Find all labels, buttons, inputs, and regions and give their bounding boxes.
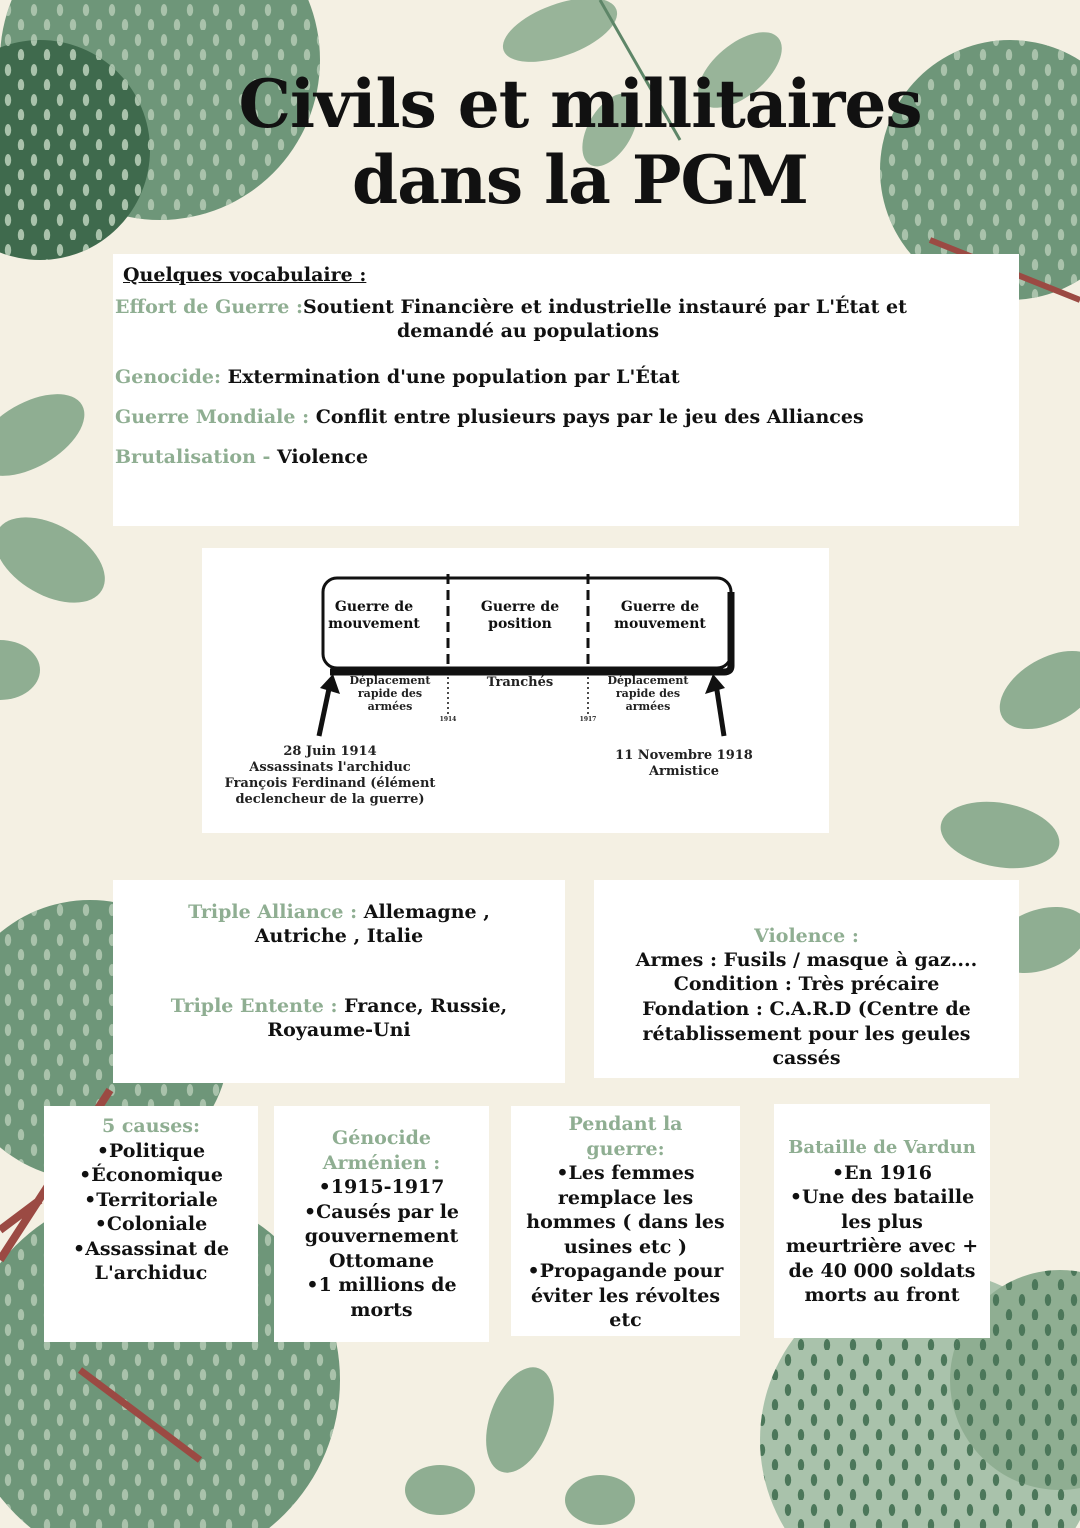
pendant-item: hommes ( dans les: [526, 1211, 725, 1233]
start-date: 28 Juin 1914: [283, 744, 377, 759]
bataille-item: morts au front: [804, 1284, 960, 1306]
genocide-item: •1915-1917: [318, 1176, 445, 1198]
violence-box: [594, 880, 1019, 1078]
arrow-start-shaft: [319, 684, 330, 736]
genocide-item: morts: [350, 1298, 413, 1321]
bataille-item: meurtrière avec +: [785, 1235, 979, 1257]
alliances-box: [113, 880, 565, 1083]
vocab-def: Extermination d'une population par L'État: [220, 366, 680, 388]
pendant-heading: guerre:: [586, 1137, 665, 1160]
vocab-item-guerre-mondiale: [115, 406, 864, 428]
genocide-heading: Génocide: [332, 1127, 431, 1149]
causes-item: •Coloniale: [94, 1213, 208, 1235]
vocabulary-box: [113, 254, 1019, 526]
genocide-box: [274, 1106, 489, 1342]
vocab-def: Violence: [277, 446, 369, 468]
bataille-heading: Bataille de Vardun: [788, 1137, 976, 1158]
end-date: 11 Novembre 1918: [615, 748, 753, 763]
violence-heading: Violence :: [754, 925, 859, 947]
violence-line: Fondation : C.A.R.D (Centre de: [642, 998, 971, 1020]
triple-alliance-cont: Autriche , Italie: [254, 925, 424, 947]
genocide-item: Ottomane: [328, 1249, 435, 1272]
phase-1-sub: Déplacement rapide des armées: [349, 674, 431, 713]
violence-line: cassés: [772, 1047, 841, 1069]
page-title-line1: Civils et millitaires: [238, 65, 922, 143]
causes-item: L'archiduc: [94, 1262, 208, 1284]
arrow-start-head: [320, 674, 340, 694]
vocab-item-brutalisation: [115, 446, 368, 468]
vocab-term: Guerre Mondiale :: [115, 406, 316, 428]
vocab-term: Brutalisation -: [115, 446, 278, 468]
page-title-line2: dans la PGM: [352, 141, 808, 219]
bataille-item: •En 1916: [832, 1161, 932, 1184]
triple-entente-term: Triple Entente :: [170, 995, 345, 1017]
pendant-guerre-box: [511, 1106, 740, 1336]
phase-2-sub: Tranchés: [486, 675, 554, 690]
triple-alliance: [113, 900, 565, 924]
pendant-heading: Pendant la: [568, 1113, 683, 1135]
causes-item: •Assassinat de: [72, 1237, 230, 1260]
vocab-item-genocide: [115, 366, 680, 388]
triple-entente-cont: Royaume-Uni: [267, 1019, 411, 1041]
pendant-item: éviter les révoltes: [530, 1284, 721, 1307]
pendant-item: usines etc ): [564, 1235, 687, 1258]
vocab-def: Soutient Financière et industrielle instauré par L'État et: [303, 296, 907, 318]
arrow-end-head: [705, 674, 725, 694]
vocab-def: Conflit entre plusieurs pays par le jeu des Alliances: [315, 406, 864, 428]
timeline-box: [202, 548, 829, 833]
violence-line: Condition : Très précaire: [673, 973, 940, 995]
violence-line: rétablissement pour les geules: [642, 1023, 971, 1045]
bataille-item: de 40 000 soldats: [788, 1259, 976, 1282]
vocab-item-effort: [115, 296, 907, 318]
causes-item: •Territoriale: [84, 1188, 218, 1211]
triple-entente-members: France, Russie,: [344, 995, 508, 1017]
causes-box: [44, 1106, 258, 1342]
phase-3-label: Guerre de mouvement: [614, 599, 706, 632]
triple-alliance-term: Triple Alliance :: [188, 901, 364, 923]
genocide-item: •Causés par le: [303, 1200, 459, 1223]
vocab-term: Effort de Guerre :: [115, 296, 304, 318]
triple-alliance-members: Allemagne ,: [363, 901, 490, 923]
phase-1-label: Guerre de mouvement: [328, 599, 420, 632]
causes-item: •Économique: [79, 1164, 223, 1186]
phase-2-label: Guerre de position: [480, 599, 560, 632]
genocide-item: gouvernement: [304, 1225, 459, 1247]
end-event: Armistice: [648, 764, 720, 779]
pendant-item: •Propagande pour: [527, 1260, 724, 1282]
year-1917: 1917: [579, 716, 597, 723]
violence-line: Armes : Fusils / masque à gaz....: [635, 949, 978, 971]
pendant-item: etc: [609, 1309, 642, 1331]
bataille-verdun-box: [774, 1104, 990, 1338]
triple-entente: [113, 994, 565, 1018]
genocide-item: •1 millions de: [306, 1274, 457, 1296]
arrow-end-shaft: [716, 684, 724, 736]
genocide-heading: Arménien :: [322, 1151, 441, 1174]
start-event: Assassinats l'archiduc François Ferdinand (élément declencheur de la guerre): [224, 760, 436, 807]
bataille-item: •Une des bataille: [789, 1186, 975, 1208]
vocabulary-heading: Quelques vocabulaire :: [123, 264, 367, 286]
causes-item: •Politique: [96, 1139, 206, 1162]
bataille-item: les plus: [841, 1210, 923, 1233]
vocab-def-cont: demandé au populations: [397, 320, 660, 342]
pendant-item: •Les femmes: [556, 1162, 695, 1184]
vocab-term: Genocide:: [115, 366, 221, 388]
pendant-item: remplace les: [557, 1186, 694, 1209]
year-1914: 1914: [439, 716, 457, 723]
phase-3-sub: Déplacement rapide des armées: [607, 674, 689, 713]
causes-heading: 5 causes:: [101, 1115, 201, 1137]
